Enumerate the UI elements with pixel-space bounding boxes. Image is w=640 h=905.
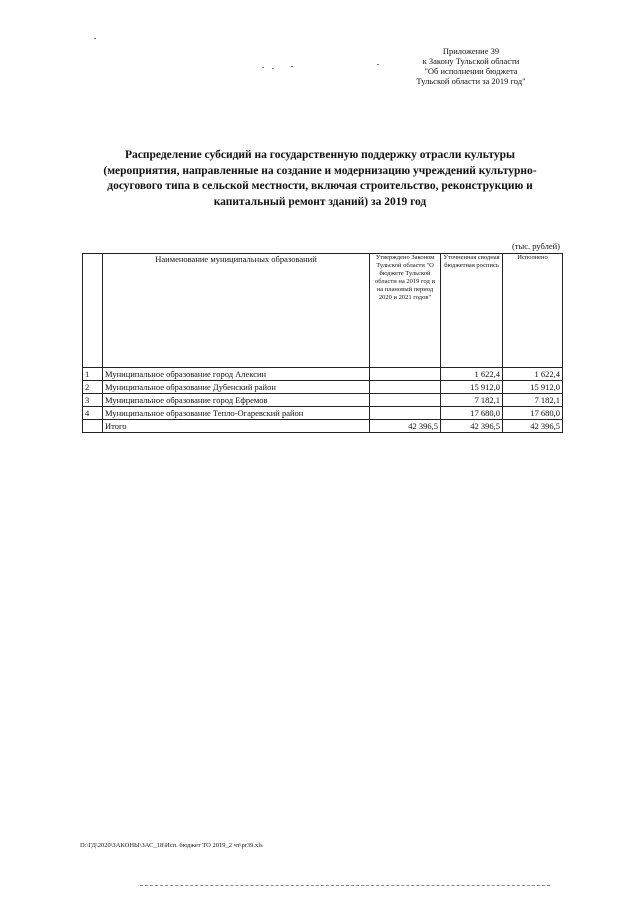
header-index <box>83 254 103 368</box>
scan-speck <box>262 67 264 68</box>
total-index <box>83 420 103 433</box>
row-index: 3 <box>83 394 103 407</box>
header-approved: Утверждено Законом Тульской области "О бюджете Тульской области на 2019 год и на плановый период 2020 и 2021 годов" <box>370 254 441 368</box>
table-row <box>83 368 563 381</box>
appendix-header <box>396 46 546 86</box>
total-refined: 42 396,5 <box>441 420 503 433</box>
row-refined: 7 182,1 <box>441 394 503 407</box>
scan-speck <box>94 38 96 39</box>
table-row <box>83 381 563 394</box>
row-refined: 1 622,4 <box>441 368 503 381</box>
scan-speck <box>377 64 379 65</box>
table-header-row <box>83 254 563 368</box>
document-title <box>100 148 540 210</box>
row-approved <box>370 381 441 394</box>
appendix-line-2: к Закону Тульской области <box>422 56 520 66</box>
header-name: Наименование муниципальных образований <box>103 254 370 368</box>
header-refined: Уточненная сводная бюджетная роспись <box>441 254 503 368</box>
row-executed: 17 680,0 <box>503 407 563 420</box>
appendix-line-4: Тульской области за 2019 год" <box>416 76 526 86</box>
row-index: 2 <box>83 381 103 394</box>
row-approved <box>370 368 441 381</box>
row-refined: 15 912,0 <box>441 381 503 394</box>
appendix-line-1: Приложение 39 <box>442 46 500 56</box>
row-executed: 1 622,4 <box>503 368 563 381</box>
title-line-4: капитальный ремонт зданий) за 2019 год <box>213 195 427 208</box>
subsidy-table <box>82 253 563 433</box>
appendix-line-3: "Об исполнении бюджета <box>424 66 518 76</box>
row-name: Муниципальное образование Тепло-Огаревский район <box>103 407 370 420</box>
header-executed: Исполнено <box>503 254 563 368</box>
row-name: Муниципальное образование город Алексин <box>103 368 370 381</box>
units-label: (тыс. рублей) <box>511 241 560 251</box>
total-name: Итого <box>103 420 370 433</box>
table-row <box>83 394 563 407</box>
title-line-2: (мероприятия, направленные на создание и модернизацию учреждений культурно- <box>103 164 537 177</box>
row-name: Муниципальное образование Дубенский район <box>103 381 370 394</box>
row-index: 1 <box>83 368 103 381</box>
total-approved: 42 396,5 <box>370 420 441 433</box>
row-index: 4 <box>83 407 103 420</box>
file-path-footer: D:\ГД\2020\ЗАКОНЫ\ЗАС_18\Исп. бюджет ТО 2019_2 чт\pr39.xls <box>80 842 263 849</box>
table-row <box>83 407 563 420</box>
row-name: Муниципальное образование город Ефремов <box>103 394 370 407</box>
row-refined: 17 680,0 <box>441 407 503 420</box>
row-executed: 15 912,0 <box>503 381 563 394</box>
title-line-1: Распределение субсидий на государственную поддержку отрасли культуры <box>125 149 515 161</box>
row-approved <box>370 394 441 407</box>
scan-speck <box>291 66 293 67</box>
table-total-row <box>83 420 563 433</box>
title-line-3: досугового типа в сельской местности, включая строительство, реконструкцию и <box>107 180 533 192</box>
row-executed: 7 182,1 <box>503 394 563 407</box>
total-executed: 42 396,5 <box>503 420 563 433</box>
row-approved <box>370 407 441 420</box>
scan-bottom-line <box>140 885 550 886</box>
scan-speck <box>272 68 274 69</box>
